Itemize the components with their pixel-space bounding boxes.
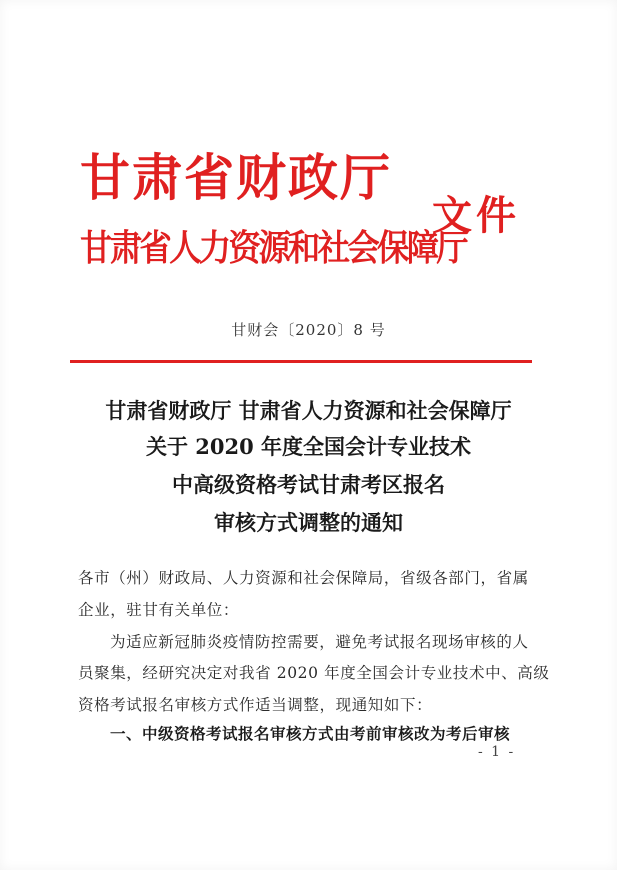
intro-paragraph-line-1: 为适应新冠肺炎疫情防控需要，避免考试报名现场审核的人 (110, 633, 529, 651)
red-separator-line (70, 360, 532, 363)
recipients-line-2: 企业，驻甘有关单位： (78, 601, 240, 619)
intro-paragraph-line-3: 资格考试报名审核方式作适当调整，现通知如下： (78, 696, 433, 714)
page-number: - 1 - (478, 744, 516, 760)
document-number: 甘财会〔2020〕8 号 (231, 321, 386, 339)
title-line-4: 审核方式调整的通知 (214, 510, 403, 535)
issuer-hr-dept: 甘肃省人力资源和社会保障厅 (80, 228, 467, 269)
section-1-heading: 一、中级资格考试报名审核方式由考前审核改为考后审核 (110, 725, 511, 743)
document-label: 文件 (432, 193, 520, 239)
title-line-2: 关于 2020 年度全国会计专业技术 (145, 434, 472, 459)
title-line-3: 中高级资格考试甘肃考区报名 (172, 472, 445, 497)
intro-paragraph-line-2: 员聚集，经研究决定对我省 2020 年度全国会计专业技术中、高级 (78, 664, 550, 682)
issuer-finance-dept: 甘肃省财政厅 (80, 149, 392, 207)
title-line-1: 甘肃省财政厅 甘肃省人力资源和社会保障厅 (105, 398, 512, 423)
recipients-line-1: 各市（州）财政局、人力资源和社会保障局，省级各部门，省属 (78, 569, 529, 587)
